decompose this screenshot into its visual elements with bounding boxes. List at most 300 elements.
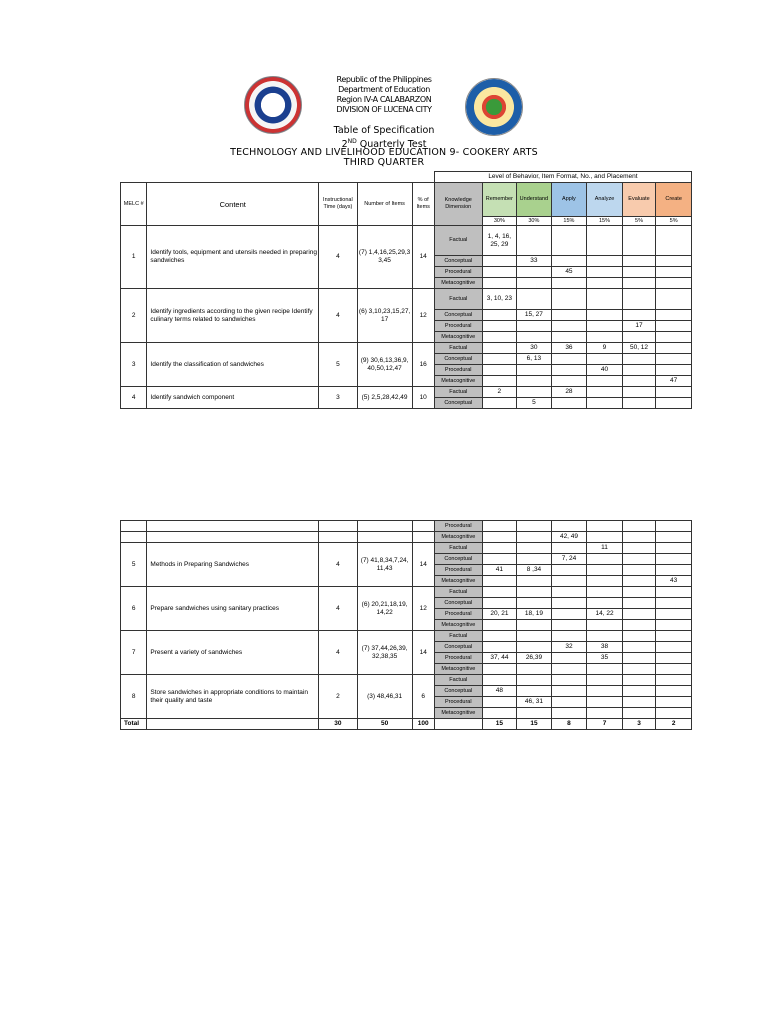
- knowledge-dimension-cell: Factual: [434, 289, 482, 310]
- instructional-time-cell: 4: [319, 587, 358, 631]
- knowledge-dimension-cell: Procedural: [434, 321, 482, 332]
- specification-table-page1: [120, 171, 692, 409]
- understand-cell: [517, 267, 552, 278]
- melc-number-cell: 7: [121, 631, 147, 675]
- remember-cell: [482, 267, 517, 278]
- total-label: Total: [121, 719, 147, 730]
- total-remember-cell: 15: [482, 719, 517, 730]
- create-cell: [656, 697, 692, 708]
- analyze-cell: [587, 554, 623, 565]
- melc-header: MELC #: [121, 183, 147, 226]
- create-cell: [656, 532, 692, 543]
- analyze-cell: 38: [587, 642, 623, 653]
- total-analyze-cell: 7: [587, 719, 623, 730]
- percent-items-header: % of Items: [412, 183, 434, 226]
- create-cell: [656, 565, 692, 576]
- create-cell: [656, 365, 692, 376]
- create-cell: [656, 543, 692, 554]
- evaluate-cell: [622, 708, 656, 719]
- create-cell: 47: [656, 376, 692, 387]
- create-cell: [656, 675, 692, 686]
- understand-cell: [517, 631, 552, 642]
- remember-cell: [482, 620, 517, 631]
- understand-cell: [517, 278, 552, 289]
- evaluate-cell: [622, 554, 656, 565]
- remember-header: Remember: [482, 183, 517, 217]
- knowledge-dimension-cell: Factual: [434, 675, 482, 686]
- understand-cell: [517, 554, 552, 565]
- apply-cell: [551, 609, 587, 620]
- header-republic: Republic of the Philippines: [336, 75, 432, 84]
- understand-cell: 8 ,34: [517, 565, 552, 576]
- create-cell: [656, 321, 692, 332]
- remember-cell: 48: [482, 686, 517, 697]
- knowledge-dimension-cell: Procedural: [434, 565, 482, 576]
- melc-number-cell: 1: [121, 226, 147, 289]
- evaluate-cell: [622, 587, 656, 598]
- apply-cell: 42, 49: [551, 532, 587, 543]
- apply-cell: [551, 332, 587, 343]
- instructional-time-cell: 4: [319, 631, 358, 675]
- analyze-percent: 15%: [587, 217, 623, 226]
- create-cell: [656, 354, 692, 365]
- knowledge-dimension-cell: Metacognitive: [434, 532, 482, 543]
- instructional-time-cell: 4: [319, 289, 358, 343]
- evaluate-cell: 17: [622, 321, 656, 332]
- analyze-cell: [587, 278, 623, 289]
- apply-cell: [551, 365, 587, 376]
- melc-number-cell: 2: [121, 289, 147, 343]
- empty-content-cell: [147, 532, 319, 543]
- melc-number-cell: 3: [121, 343, 147, 387]
- remember-cell: [482, 310, 517, 321]
- create-cell: [656, 598, 692, 609]
- apply-cell: [551, 587, 587, 598]
- understand-cell: [517, 598, 552, 609]
- apply-cell: [551, 289, 587, 310]
- analyze-cell: [587, 376, 623, 387]
- analyze-cell: [587, 387, 623, 398]
- analyze-cell: [587, 354, 623, 365]
- knowledge-dimension-cell: Metacognitive: [434, 376, 482, 387]
- number-of-items-cell: (7) 41,8,34,7,24, 11,43: [357, 543, 412, 587]
- evaluate-cell: [622, 310, 656, 321]
- apply-cell: 36: [551, 343, 587, 354]
- percent-items-cell: 6: [412, 675, 434, 719]
- apply-cell: [551, 398, 587, 409]
- apply-cell: [551, 256, 587, 267]
- level-of-behavior-header: Level of Behavior, Item Format, No., and Placement: [434, 172, 691, 183]
- total-dimension-cell: [434, 719, 482, 730]
- total-apply-cell: 8: [551, 719, 587, 730]
- melc-number-cell: 5: [121, 543, 147, 587]
- knowledge-dimension-cell: Conceptual: [434, 686, 482, 697]
- apply-cell: [551, 686, 587, 697]
- remember-cell: [482, 376, 517, 387]
- analyze-cell: [587, 675, 623, 686]
- apply-cell: [551, 664, 587, 675]
- number-of-items-cell: (6) 3,10,23,15,27, 17: [357, 289, 412, 343]
- knowledge-dimension-cell: Procedural: [434, 365, 482, 376]
- remember-cell: [482, 343, 517, 354]
- remember-cell: [482, 631, 517, 642]
- understand-cell: [517, 620, 552, 631]
- apply-cell: [551, 543, 587, 554]
- understand-cell: 15, 27: [517, 310, 552, 321]
- knowledge-dimension-cell: Conceptual: [434, 642, 482, 653]
- evaluate-cell: [622, 521, 656, 532]
- table-row: [121, 226, 692, 256]
- analyze-cell: [587, 256, 623, 267]
- content-cell: Identify tools, equipment and utensils needed in preparing sandwiches: [147, 226, 319, 289]
- header-department: Department of Education: [338, 85, 430, 94]
- apply-cell: [551, 631, 587, 642]
- total-percent-cell: 100: [412, 719, 434, 730]
- percent-items-cell: 12: [412, 289, 434, 343]
- content-cell: Present a variety of sandwiches: [147, 631, 319, 675]
- create-cell: [656, 609, 692, 620]
- knowledge-dimension-cell: Conceptual: [434, 598, 482, 609]
- understand-cell: [517, 642, 552, 653]
- remember-cell: [482, 398, 517, 409]
- create-cell: [656, 226, 692, 256]
- analyze-cell: [587, 226, 623, 256]
- create-cell: [656, 310, 692, 321]
- analyze-cell: [587, 565, 623, 576]
- evaluate-cell: 50, 12: [622, 343, 656, 354]
- table-row: [121, 521, 692, 532]
- remember-cell: [482, 332, 517, 343]
- understand-cell: [517, 708, 552, 719]
- analyze-cell: [587, 532, 623, 543]
- evaluate-cell: [622, 532, 656, 543]
- analyze-cell: 9: [587, 343, 623, 354]
- evaluate-cell: [622, 642, 656, 653]
- percent-items-cell: 16: [412, 343, 434, 387]
- knowledge-dimension-cell: Conceptual: [434, 354, 482, 365]
- analyze-cell: [587, 620, 623, 631]
- create-header: Create: [656, 183, 692, 217]
- remember-cell: [482, 576, 517, 587]
- analyze-cell: 40: [587, 365, 623, 376]
- create-cell: [656, 642, 692, 653]
- create-cell: [656, 620, 692, 631]
- apply-cell: [551, 620, 587, 631]
- total-understand-cell: 15: [517, 719, 552, 730]
- create-cell: [656, 387, 692, 398]
- create-cell: 43: [656, 576, 692, 587]
- evaluate-cell: [622, 543, 656, 554]
- specification-table-page2: [120, 520, 692, 730]
- create-cell: [656, 278, 692, 289]
- content-cell: Prepare sandwiches using sanitary practices: [147, 587, 319, 631]
- apply-cell: [551, 675, 587, 686]
- apply-cell: [551, 653, 587, 664]
- evaluate-cell: [622, 332, 656, 343]
- remember-cell: [482, 354, 517, 365]
- create-cell: [656, 664, 692, 675]
- create-cell: [656, 332, 692, 343]
- understand-cell: [517, 376, 552, 387]
- apply-cell: [551, 321, 587, 332]
- table-row: [121, 587, 692, 598]
- apply-cell: [551, 576, 587, 587]
- table-row: [121, 532, 692, 543]
- create-cell: [656, 554, 692, 565]
- knowledge-dimension-cell: Factual: [434, 631, 482, 642]
- empty-content-cell: [147, 521, 319, 532]
- apply-cell: [551, 598, 587, 609]
- analyze-cell: 35: [587, 653, 623, 664]
- test-name: 2ND Quarterly Test: [341, 138, 427, 151]
- apply-cell: [551, 376, 587, 387]
- empty-time-cell: [319, 532, 358, 543]
- number-of-items-header: Number of Items: [357, 183, 412, 226]
- evaluate-cell: [622, 697, 656, 708]
- understand-cell: [517, 387, 552, 398]
- apply-cell: [551, 565, 587, 576]
- evaluate-cell: [622, 365, 656, 376]
- remember-cell: [482, 532, 517, 543]
- create-cell: [656, 686, 692, 697]
- empty-melc-cell: [121, 532, 147, 543]
- create-cell: [656, 267, 692, 278]
- analyze-cell: 14, 22: [587, 609, 623, 620]
- understand-header: Understand: [517, 183, 552, 217]
- analyze-cell: [587, 631, 623, 642]
- knowledge-dimension-cell: Factual: [434, 343, 482, 354]
- melc-number-cell: 8: [121, 675, 147, 719]
- table-row: [121, 387, 692, 398]
- total-content-cell: [147, 719, 319, 730]
- knowledge-dimension-cell: Procedural: [434, 653, 482, 664]
- evaluate-cell: [622, 686, 656, 697]
- apply-cell: [551, 708, 587, 719]
- evaluate-cell: [622, 256, 656, 267]
- analyze-cell: [587, 267, 623, 278]
- apply-cell: 7, 24: [551, 554, 587, 565]
- knowledge-dimension-cell: Factual: [434, 543, 482, 554]
- remember-cell: [482, 675, 517, 686]
- knowledge-dimension-header: Knowledge Dimension: [434, 183, 482, 226]
- content-cell: Identify the classification of sandwiches: [147, 343, 319, 387]
- table-row: [121, 289, 692, 310]
- header-region: Region IV-A CALABARZON: [336, 95, 432, 104]
- create-cell: [656, 653, 692, 664]
- remember-cell: 3, 10, 23: [482, 289, 517, 310]
- remember-cell: 41: [482, 565, 517, 576]
- empty-melc-cell: [121, 521, 147, 532]
- understand-cell: [517, 587, 552, 598]
- content-header: Content: [147, 183, 319, 226]
- knowledge-dimension-cell: Factual: [434, 226, 482, 256]
- apply-percent: 15%: [551, 217, 587, 226]
- total-evaluate-cell: 3: [622, 719, 656, 730]
- evaluate-cell: [622, 565, 656, 576]
- remember-cell: [482, 321, 517, 332]
- evaluate-cell: [622, 376, 656, 387]
- evaluate-cell: [622, 387, 656, 398]
- create-cell: [656, 708, 692, 719]
- number-of-items-cell: (7) 1,4,16,25,29,3 3,45: [357, 226, 412, 289]
- knowledge-dimension-cell: Factual: [434, 587, 482, 598]
- empty-items-cell: [357, 521, 412, 532]
- percent-items-cell: 12: [412, 587, 434, 631]
- understand-cell: [517, 675, 552, 686]
- knowledge-dimension-cell: Factual: [434, 387, 482, 398]
- header-division: DIVISION OF LUCENA CITY: [336, 105, 432, 114]
- instructional-time-header: Instructional Time (days): [319, 183, 358, 226]
- understand-cell: 6, 13: [517, 354, 552, 365]
- knowledge-dimension-cell: Procedural: [434, 267, 482, 278]
- percent-items-cell: 14: [412, 631, 434, 675]
- analyze-cell: 11: [587, 543, 623, 554]
- instructional-time-cell: 4: [319, 226, 358, 289]
- doc-title: Table of Specification: [333, 125, 435, 136]
- total-items-cell: 50: [357, 719, 412, 730]
- understand-percent: 30%: [517, 217, 552, 226]
- understand-cell: 33: [517, 256, 552, 267]
- analyze-cell: [587, 664, 623, 675]
- understand-cell: [517, 664, 552, 675]
- remember-cell: [482, 598, 517, 609]
- knowledge-dimension-cell: Metacognitive: [434, 576, 482, 587]
- percent-items-cell: 14: [412, 226, 434, 289]
- understand-cell: [517, 321, 552, 332]
- understand-cell: [517, 332, 552, 343]
- empty-pct-cell: [412, 521, 434, 532]
- remember-cell: [482, 365, 517, 376]
- total-create-cell: 2: [656, 719, 692, 730]
- knowledge-dimension-cell: Conceptual: [434, 398, 482, 409]
- apply-cell: [551, 697, 587, 708]
- create-cell: [656, 587, 692, 598]
- evaluate-cell: [622, 664, 656, 675]
- understand-cell: [517, 543, 552, 554]
- evaluate-cell: [622, 576, 656, 587]
- understand-cell: [517, 576, 552, 587]
- remember-cell: [482, 278, 517, 289]
- analyze-cell: [587, 587, 623, 598]
- apply-cell: [551, 521, 587, 532]
- evaluate-cell: [622, 354, 656, 365]
- knowledge-dimension-cell: Metacognitive: [434, 332, 482, 343]
- analyze-cell: [587, 521, 623, 532]
- understand-cell: [517, 365, 552, 376]
- understand-cell: 18, 19: [517, 609, 552, 620]
- number-of-items-cell: (9) 30,6,13,36,9, 40,50,12,47: [357, 343, 412, 387]
- knowledge-dimension-cell: Metacognitive: [434, 708, 482, 719]
- apply-cell: 45: [551, 267, 587, 278]
- remember-cell: [482, 708, 517, 719]
- evaluate-cell: [622, 620, 656, 631]
- understand-cell: 5: [517, 398, 552, 409]
- understand-cell: [517, 532, 552, 543]
- knowledge-dimension-cell: Conceptual: [434, 256, 482, 267]
- apply-header: Apply: [551, 183, 587, 217]
- analyze-cell: [587, 310, 623, 321]
- analyze-cell: [587, 686, 623, 697]
- apply-cell: [551, 354, 587, 365]
- number-of-items-cell: (6) 20,21,18,19, 14,22: [357, 587, 412, 631]
- table-row: [121, 543, 692, 554]
- create-percent: 5%: [656, 217, 692, 226]
- instructional-time-cell: 3: [319, 387, 358, 409]
- understand-cell: 30: [517, 343, 552, 354]
- analyze-cell: [587, 398, 623, 409]
- remember-cell: [482, 554, 517, 565]
- analyze-cell: [587, 576, 623, 587]
- knowledge-dimension-cell: Conceptual: [434, 310, 482, 321]
- remember-cell: 20, 21: [482, 609, 517, 620]
- percent-items-cell: 10: [412, 387, 434, 409]
- knowledge-dimension-cell: Procedural: [434, 521, 482, 532]
- evaluate-cell: [622, 267, 656, 278]
- subject-title: TECHNOLOGY AND LIVELIHOOD EDUCATION 9- COOKERY ARTS: [230, 147, 538, 158]
- create-cell: [656, 398, 692, 409]
- content-cell: Methods in Preparing Sandwiches: [147, 543, 319, 587]
- apply-cell: 28: [551, 387, 587, 398]
- understand-cell: [517, 686, 552, 697]
- evaluate-header: Evaluate: [622, 183, 656, 217]
- analyze-cell: [587, 598, 623, 609]
- analyze-cell: [587, 697, 623, 708]
- total-time-cell: 30: [319, 719, 358, 730]
- evaluate-cell: [622, 609, 656, 620]
- remember-cell: [482, 521, 517, 532]
- analyze-cell: [587, 708, 623, 719]
- understand-cell: [517, 521, 552, 532]
- table-row: [121, 675, 692, 686]
- melc-number-cell: 6: [121, 587, 147, 631]
- empty-pct-cell: [412, 532, 434, 543]
- number-of-items-cell: (5) 2,5,28,42,49: [357, 387, 412, 409]
- create-cell: [656, 631, 692, 642]
- total-row: [121, 719, 692, 730]
- knowledge-dimension-cell: Conceptual: [434, 554, 482, 565]
- apply-cell: [551, 226, 587, 256]
- instructional-time-cell: 5: [319, 343, 358, 387]
- remember-cell: [482, 587, 517, 598]
- remember-cell: [482, 697, 517, 708]
- understand-cell: [517, 289, 552, 310]
- content-cell: Store sandwiches in appropriate conditions to maintain their quality and taste: [147, 675, 319, 719]
- apply-cell: 32: [551, 642, 587, 653]
- remember-cell: [482, 642, 517, 653]
- evaluate-cell: [622, 653, 656, 664]
- evaluate-cell: [622, 226, 656, 256]
- table-row: [121, 343, 692, 354]
- remember-cell: [482, 256, 517, 267]
- instructional-time-cell: 2: [319, 675, 358, 719]
- instructional-time-cell: 4: [319, 543, 358, 587]
- knowledge-dimension-cell: Procedural: [434, 609, 482, 620]
- create-cell: [656, 343, 692, 354]
- melc-number-cell: 4: [121, 387, 147, 409]
- remember-cell: 37, 44: [482, 653, 517, 664]
- empty-items-cell: [357, 532, 412, 543]
- analyze-cell: [587, 321, 623, 332]
- remember-cell: 2: [482, 387, 517, 398]
- remember-cell: [482, 543, 517, 554]
- apply-cell: [551, 278, 587, 289]
- evaluate-cell: [622, 631, 656, 642]
- table-row: [121, 631, 692, 642]
- content-cell: Identify sandwich component: [147, 387, 319, 409]
- content-cell: Identify ingredients according to the given recipe Identify culinary terms related to sandwiches: [147, 289, 319, 343]
- evaluate-cell: [622, 398, 656, 409]
- analyze-cell: [587, 332, 623, 343]
